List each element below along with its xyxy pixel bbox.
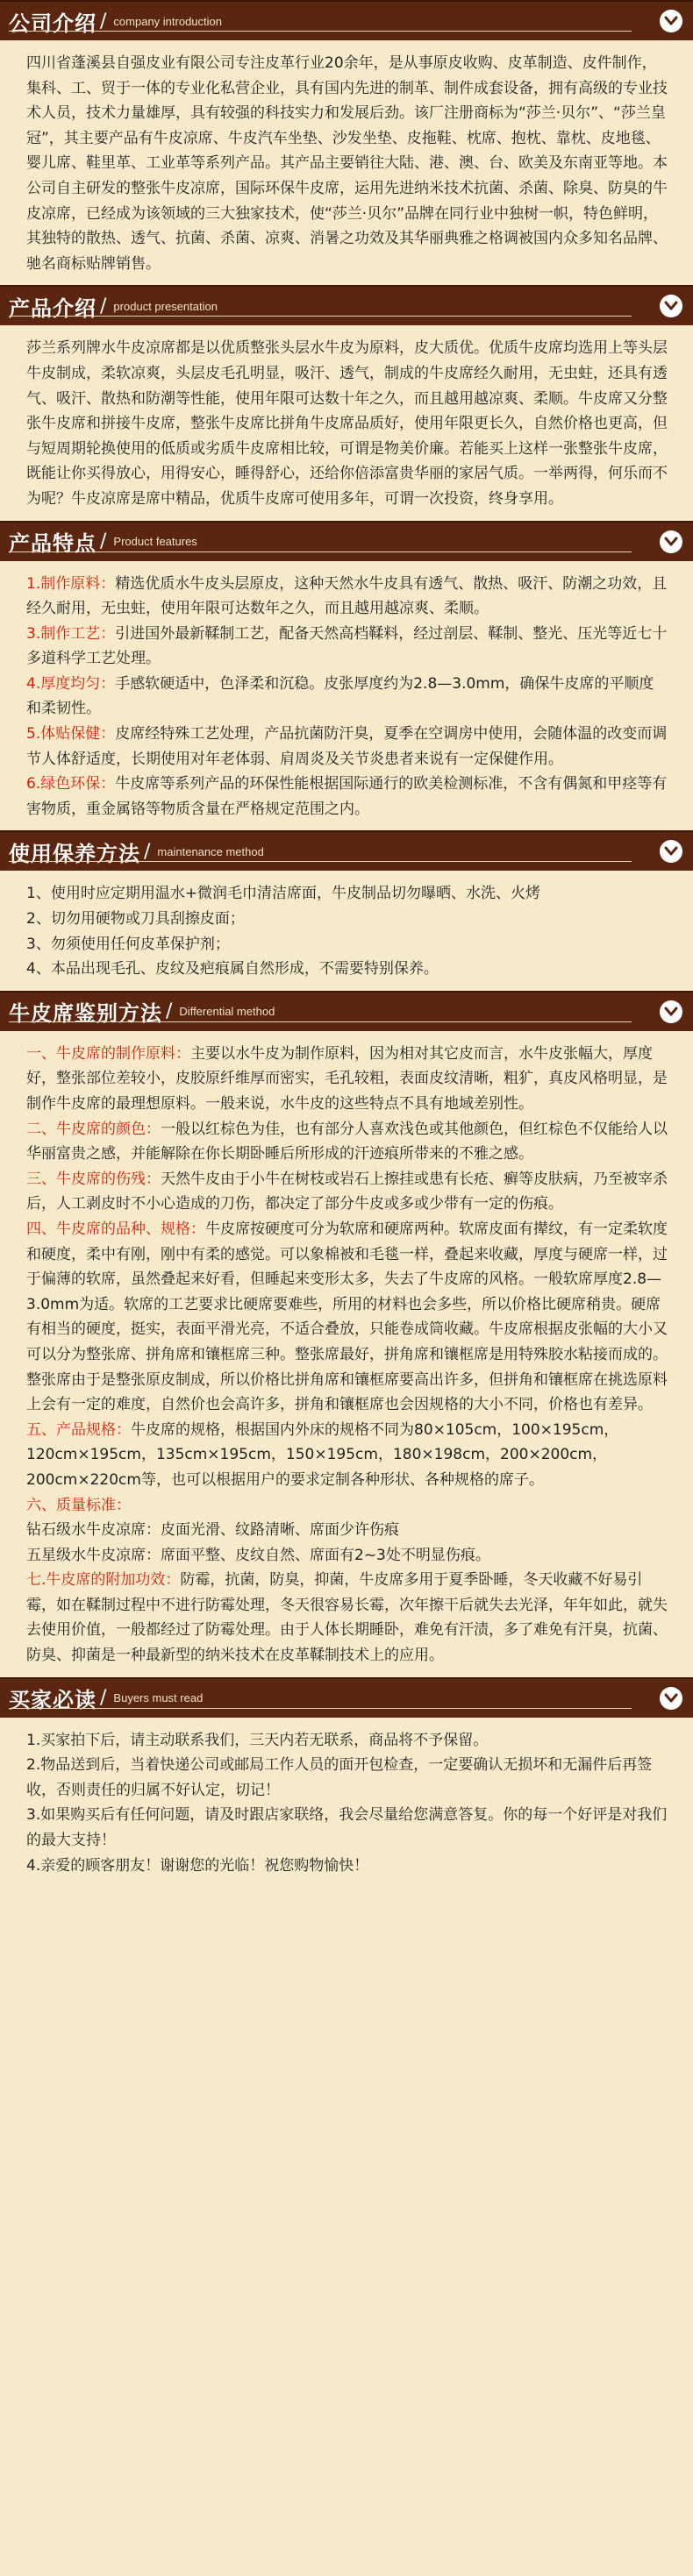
item-label: 四、牛皮席的品种、规格： <box>26 1220 205 1238</box>
section-body <box>0 1718 693 1888</box>
item-text: 牛皮席等系列产品的环保性能根据国际通行的欧美检测标准，不含有偶氮和甲痉等有害物质，重金属铬等物质含量在严格规定范围之内。 <box>26 775 668 818</box>
chevron-down-icon[interactable] <box>660 10 682 32</box>
list-item <box>26 1117 668 1167</box>
item-text: 天然牛皮由于小牛在树枝或岩石上擦挂或患有长疮、癣等皮肤病，乃至被宰杀后，人工剥皮时不小心造成的刀伤，都决定了部分牛皮或多或少带有一定的伤痕。 <box>26 1170 668 1213</box>
section-title: 牛皮席鉴别方法 <box>9 1001 162 1027</box>
list-item <box>26 1753 668 1803</box>
item-label: 五、产品规格： <box>26 1420 131 1439</box>
section-body <box>0 1031 693 1677</box>
list-item <box>26 957 668 982</box>
list-item <box>26 881 668 907</box>
chevron-down-icon[interactable] <box>660 840 682 863</box>
section-body <box>0 871 693 990</box>
chevron-down-icon[interactable] <box>660 1687 682 1710</box>
item-label: 二、牛皮席的颜色： <box>26 1120 161 1138</box>
item-text: 五星级水牛皮凉席：席面平整、皮纹自然、席面有2~3处不明显伤痕。 <box>26 1546 490 1564</box>
list-item <box>26 1728 668 1754</box>
section-title: 使用保养方法 <box>9 841 140 866</box>
list-item <box>26 1518 668 1543</box>
title-divider: / <box>100 10 107 32</box>
section-body <box>0 40 693 285</box>
list-item <box>26 1167 668 1217</box>
list-item <box>26 1854 668 1879</box>
item-text: 手感软硬适中，色泽柔和沉稳。皮张厚度约为2.8—3.0mm，确保牛皮席的平顺度和柔韧性。 <box>26 674 654 718</box>
item-text: 防霉，抗菌，防臭，抑菌，牛皮席多用于夏季卧睡，冬天收藏不好易引霉，如在鞣制过程中不进行防霉处理，冬天很容易长霉，次年擦干后就失去光泽，年年如此，就失去使用价值，一般都经过了防霉处理。由于人体长期睡卧，难免有汗渍，多了难免有汗臭，抗菌、防臭、抑菌是一种最新型的纳米技术在皮革鞣制技术上的应用。 <box>26 1571 668 1665</box>
section-title: 买家必读 <box>9 1688 96 1713</box>
title-divider: / <box>166 1000 173 1023</box>
section-subtitle: company introduction <box>113 14 222 28</box>
item-label: 6.绿色环保： <box>26 775 116 793</box>
section-paragraph: 四川省蓬溪县自强皮业有限公司专注皮革行业20余年，是从事原皮收购、皮革制造、皮件制作，集科、工、贸于一体的专业化私营企业，具有国内先进的制革、制件成套设备，拥有高级的专业技术人员，技术力量雄厚，具有较强的科技实力和发展后劲。该厂注册商标为“莎兰·贝尔”、“莎兰皇冠”，其主要产品有牛皮凉席、牛皮汽车坐垫、沙发坐垫、皮拖鞋、枕席、抱枕、靠枕、皮地毯、婴儿席、鞋里革、工业革等系列产品。其产品主要销往大陆、港、澳、台、欧美及东南亚等地。本公司自主研发的整张牛皮凉席，国际环保牛皮席，运用先进纳米技术抗菌、杀菌、除臭、防臭的牛皮凉席，已经成为该领域的三大独家技术，使“莎兰·贝尔”品牌在同行业中独树一帜，特色鲜明，其独特的散热、透气、抗菌、杀菌、凉爽、消暑之功效及其华丽典雅之格调被国内众多知名品牌、驰名商标贴牌销售。 <box>26 54 668 273</box>
item-label: 3.制作工艺： <box>26 624 116 643</box>
item-text: 4、本品出现毛孔、皮纹及疤痕属自然形成，不需要特别保养。 <box>26 960 439 978</box>
chevron-down-icon[interactable] <box>660 1000 682 1023</box>
section-header <box>0 830 693 871</box>
item-text: 皮席经特殊工艺处理，产品抗菌防汗臭，夏季在空调房中使用，会随体温的改变而调节人体舒适度，长期使用对年老体弱、肩周炎及关节炎患者来说有一定保健作用。 <box>26 725 668 768</box>
item-label: 5.体贴保健： <box>26 725 116 744</box>
list-item <box>26 932 668 957</box>
item-text: 钻石级水牛皮凉席：皮面光滑、纹路清晰、席面少许伤痕 <box>26 1521 399 1540</box>
item-text: 1.买家拍下后，请主动联系我们，三天内若无联系，商品将不予保留。 <box>26 1731 489 1749</box>
item-text: 2.物品送到后，当着快递公司或邮局工作人员的面开包检查，一定要确认无损坏和无漏件后再签收，否则责任的归属不好认定，切记！ <box>26 1756 653 1799</box>
item-text: 1、使用时应定期用温水+微润毛巾清洁席面，牛皮制品切勿曝晒、水洗、火烤 <box>26 885 541 903</box>
header-underline <box>9 316 632 317</box>
list-item <box>26 1568 668 1668</box>
item-text: 引进国外最新鞣制工艺，配备天然高档鞣料，经过剖层、鞣制、整光、压光等近七十多道科学工艺处理。 <box>26 624 668 668</box>
list-item <box>26 1042 668 1117</box>
title-divider: / <box>100 530 107 552</box>
list-item <box>26 722 668 772</box>
chevron-down-icon[interactable] <box>660 295 682 317</box>
item-text: 主要以水牛皮为制作原料，因为相对其它皮而言，水牛皮张幅大，厚度好，整张部位差较小，皮胶原纤维厚而密实，毛孔较粗，表面皮纹清晰，粗犷，真皮风格明显，是制作牛皮席的最理想原料。一般来说，水牛皮的这些特点不具有地域差别性。 <box>26 1044 668 1113</box>
list-item <box>26 1493 668 1519</box>
section-title: 产品特点 <box>9 531 96 556</box>
header-underline <box>9 1708 632 1709</box>
header-underline <box>9 31 632 32</box>
list-item <box>26 1543 668 1569</box>
item-text: 3、勿须使用任何皮革保护剂； <box>26 935 230 953</box>
item-text: 3.如果购买后有任何问题，请及时跟店家联络，我会尽量给您满意答复。你的每一个好评是对我们的最大支持！ <box>26 1806 668 1850</box>
item-label: 4.厚度均匀： <box>26 674 116 693</box>
section-subtitle: maintenance method <box>157 844 264 858</box>
item-text: 牛皮席按硬度可分为软席和硬席两种。软席皮面有撵纹，有一定柔软度和硬度，柔中有刚，刚中有柔的感觉。可以象棉被和毛毯一样，叠起来收藏，厚度与硬席一样，过于偏薄的软席，虽然叠起来好看，但睡起来变形太多，失去了牛皮席的风格。一般软席厚度2.8—3.0mm为适。软席的工艺要求比硬席要难些，所用的材料也会多些，所以价格比硬席稍贵。硬席有相当的硬度，挺实，表面平滑光亮，不适合叠放，只能卷成筒收藏。牛皮席根据皮张幅的大小又可以分为整张席、拼角席和镶框席三种。整张席最好，拼角席和镶框席是用特殊胶水粘接而成的。整张席由于是整张原皮制成，所以价格比拼角席和镶框席要高出许多，但拼角和镶框席在挑选原料上会有一定的难度，自然价也会高许多，拼角和镶框席也会因规格的大小不同，价格也有差异。 <box>26 1220 668 1414</box>
title-divider: / <box>100 1687 107 1710</box>
title-divider: / <box>100 295 107 317</box>
section-subtitle: Buyers must read <box>113 1691 204 1705</box>
list-item <box>26 907 668 932</box>
header-underline <box>9 551 632 552</box>
list-item <box>26 1418 668 1493</box>
list-item <box>26 772 668 822</box>
header-underline <box>9 1021 632 1022</box>
item-text: 2、切勿用硬物或刀具刮擦皮面； <box>26 910 245 929</box>
section-header <box>0 0 693 40</box>
item-label: 1.制作原料： <box>26 574 116 593</box>
section-title: 公司介绍 <box>9 11 96 36</box>
section-paragraph: 莎兰系列牌水牛皮凉席都是以优质整张头层水牛皮为原料，皮大质优。优质牛皮席均选用上等头层牛皮制成，柔软凉爽，头层皮毛孔明显，吸汗、透气，制成的牛皮席经久耐用，无虫蛀，还具有透气、吸汗、散热和防潮等性能，使用年限可达数十年之久，而且越用越凉爽、柔顺。牛皮席又分整张牛皮席和拼接牛皮席，整张牛皮席比拼角牛皮席品质好，使用年限更长久，自然价格也更高，但与短周期轮换使用的低质或劣质牛皮席相比较，可谓是物美价廉。若能买上这样一张整张牛皮席，既能让你买得放心，用得安心，睡得舒心，还给你倍添富贵华丽的家居气质。一举两得，何乐而不为呢？牛皮凉席是席中精品，优质牛皮席可使用多年，可谓一次投资，终身享用。 <box>26 339 668 508</box>
chevron-down-icon[interactable] <box>660 530 682 553</box>
item-label: 六、质量标准： <box>26 1496 131 1514</box>
section-body <box>0 561 693 831</box>
item-label: 七.牛皮席的附加功效： <box>26 1571 181 1590</box>
item-text: 牛皮席的规格，根据国内外床的规格不同为80×105cm，100×195cm，120cm×195cm，135cm×195cm，150×195cm，180×198cm，200×200cm，200cm×220cm等，也可以根据用户的要求定制各种形状、各种规格的席子。 <box>26 1420 619 1489</box>
item-text: 一般以红棕色为佳，也有部分人喜欢浅色或其他颜色，但红棕色不仅能给人以华丽富贵之感，并能解除在你长期卧睡后所形成的汗迹痕所带来的不雅之感。 <box>26 1120 668 1163</box>
section-header <box>0 991 693 1031</box>
section-subtitle: Differential method <box>179 1005 275 1019</box>
section-header <box>0 521 693 561</box>
list-item <box>26 622 668 672</box>
section-title: 产品介绍 <box>9 295 96 321</box>
section-subtitle: Product features <box>113 535 197 548</box>
header-underline <box>9 861 632 862</box>
list-item <box>26 1803 668 1853</box>
section-body <box>0 325 693 520</box>
section-subtitle: product presentation <box>113 299 218 313</box>
item-label: 一、牛皮席的制作原料： <box>26 1044 190 1063</box>
item-label: 三、牛皮席的伤残： <box>26 1170 161 1188</box>
item-text: 精选优质水牛皮头层原皮，这种天然水牛皮具有透气、散热、吸汗、防潮之功效，且经久耐用，无虫蛀，使用年限可达数年之久，而且越用越凉爽、柔顺。 <box>26 574 668 618</box>
item-text: 4.亲爱的顾客朋友！谢谢您的光临！祝您购物愉快！ <box>26 1856 369 1875</box>
list-item <box>26 672 668 722</box>
list-item <box>26 1217 668 1418</box>
list-item <box>26 572 668 622</box>
title-divider: / <box>144 840 151 863</box>
section-header <box>0 285 693 325</box>
section-header <box>0 1677 693 1718</box>
